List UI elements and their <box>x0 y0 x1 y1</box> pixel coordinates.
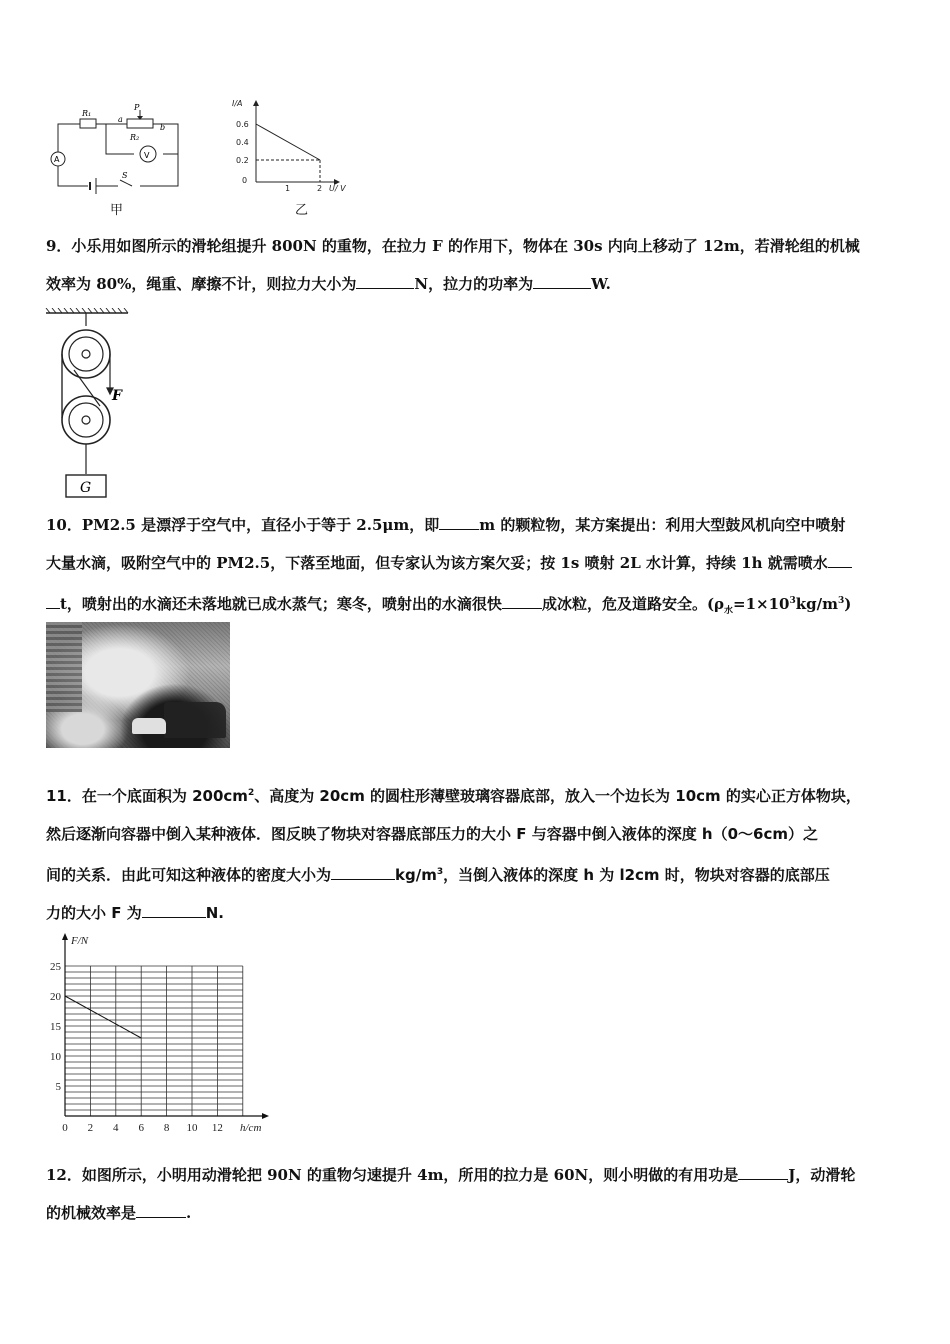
q11-text: kg/m <box>395 866 437 884</box>
q10-text: 成冰粒，危及道路安全。(ρ <box>541 595 725 613</box>
q9-answer-blank-power[interactable] <box>533 272 591 289</box>
graph-x-label: U/ V <box>329 184 346 193</box>
q11-text: 力的大小 F 为 <box>46 904 142 922</box>
y-tick-label: 10 <box>50 1051 61 1063</box>
q12-line-1 <box>46 1156 906 1194</box>
y-axis-arrow <box>62 933 68 940</box>
q12-answer-blank-work[interactable] <box>738 1163 788 1180</box>
q10-answer-blank-water-a[interactable] <box>828 551 852 568</box>
q10-text: =1×10 <box>733 595 790 613</box>
q11-line-2: 然后逐渐向容器中倒入某种液体．图反映了物块对容器底部压力的大小 F 与容器中倒入液体的深度 h（0～6cm）之 <box>46 825 818 843</box>
circuit-caption: 甲 <box>110 203 124 218</box>
pulley-weight-label: G <box>80 480 92 496</box>
q11-text: 间的关系．由此可知这种液体的密度大小为 <box>46 866 332 884</box>
q10-text: kg/m <box>795 595 838 613</box>
y-tick-label: 25 <box>50 961 61 973</box>
x-tick-label: 4 <box>113 1122 119 1134</box>
x-tick-label: 8 <box>163 1122 170 1134</box>
q11-superscript: 3 <box>436 867 444 877</box>
q10-text: 10．PM2.5 是漂浮于空气中，直径小于等于 2.5μm，即 <box>46 516 440 534</box>
q11-line-4 <box>46 894 906 932</box>
q10-text: m 的颗粒物，某方案提出：利用大型鼓风机向空中喷射 <box>479 516 846 534</box>
x-tick-label: 12 <box>211 1122 223 1134</box>
q10-subscript: 水 <box>724 606 734 616</box>
q11-text: 11．在一个底面积为 200cm <box>46 787 248 805</box>
photo-truck <box>164 702 226 738</box>
q11-answer-blank-force[interactable] <box>142 901 206 918</box>
q11-line-1 <box>46 774 906 815</box>
q9-text: 效率为 80%，绳重、摩擦不计，则拉力大小为 <box>46 275 357 293</box>
graph-y-tick: 0 <box>242 176 248 185</box>
circuit-label-r1: R₁ <box>82 109 92 118</box>
graph-y-tick: 0.6 <box>236 120 249 129</box>
y-tick-label: 5 <box>55 1081 61 1093</box>
iu-graph <box>230 98 360 196</box>
q11-superscript: 2 <box>247 788 255 798</box>
graph-x-tick: 1 <box>285 184 291 193</box>
graph-y-tick: 0.2 <box>236 156 249 165</box>
pulley-system-figure <box>44 308 134 500</box>
q11-answer-blank-density[interactable] <box>331 863 395 880</box>
q10-line-1 <box>46 506 906 544</box>
q11-text: 、高度为 20cm 的圆柱形薄壁玻璃容器底部，放入一个边长为 10cm 的实心正方体物块， <box>254 787 861 805</box>
q10-text: t，喷射出的水滴还未落地就已成水蒸气；寒冬，喷射出的水滴很快 <box>60 595 502 613</box>
x-axis-label: h/cm <box>240 1122 262 1134</box>
x-axis-arrow <box>262 1113 269 1119</box>
q10-text: ) <box>844 595 852 613</box>
q9-line-2 <box>46 265 906 303</box>
circuit-label-switch: S <box>122 171 128 180</box>
x-tick-label: 0 <box>62 1122 68 1134</box>
chart-grid <box>62 933 269 1119</box>
q10-answer-blank-phase[interactable] <box>502 592 542 609</box>
circuit-label-r2: R₂ <box>130 133 140 142</box>
graph-y-label: I/A <box>232 99 243 108</box>
question-12 <box>46 1156 906 1232</box>
x-tick-label: 2 <box>87 1122 94 1134</box>
x-tick-label: 6 <box>138 1122 144 1134</box>
q11-text: N. <box>205 904 224 922</box>
graph-x-tick: 2 <box>317 184 323 193</box>
q12-text: . <box>186 1204 192 1222</box>
q9-text: N，拉力的功率为 <box>414 275 534 293</box>
force-depth-chart <box>40 930 280 1140</box>
question-11 <box>46 774 906 932</box>
q10-superscript: 3 <box>837 596 845 606</box>
q12-line-2 <box>46 1194 906 1232</box>
water-cannon-truck-photo <box>46 622 230 748</box>
q10-text: 大量水滴，吸附空气中的 PM2.5，下落至地面，但专家认为该方案欠妥；按 1s 喷射 2L 水计算，持续 1h 就需喷水 <box>46 554 828 572</box>
circuit-label-b: b <box>160 123 166 132</box>
q12-text: 的机械效率是 <box>46 1204 137 1222</box>
q9-line-1: 9．小乐用如图所示的滑轮组提升 800N 的重物，在拉力 F 的作用下，物体在 30s 内向上移动了 12m，若滑轮组的机械 <box>46 237 860 255</box>
pulley-force-label: F <box>112 388 122 404</box>
q10-superscript: 3 <box>789 596 796 606</box>
y-axis-label: F/N <box>71 935 89 947</box>
photo-building <box>46 622 82 712</box>
q10-answer-blank-water-b[interactable] <box>46 592 60 609</box>
question-9 <box>46 227 906 303</box>
q9-text: W. <box>591 275 611 293</box>
graph-caption: 乙 <box>295 203 309 218</box>
circuit-label-voltmeter: V <box>144 151 150 160</box>
y-tick-label: 15 <box>50 1021 61 1033</box>
circuit-label-p: P <box>134 103 140 112</box>
question-10 <box>46 506 906 630</box>
x-tick-label: 10 <box>186 1122 198 1134</box>
circuit-label-ammeter: A <box>54 155 60 164</box>
q11-text: ，当倒入液体的深度 h 为 l2cm 时，物块对容器的底部压 <box>443 866 830 884</box>
q9-answer-blank-force[interactable] <box>356 272 414 289</box>
q10-answer-blank-diameter[interactable] <box>439 513 479 530</box>
y-tick-label: 20 <box>50 991 61 1003</box>
q12-text: J，动滑轮 <box>788 1166 856 1184</box>
graph-y-tick: 0.4 <box>236 138 249 147</box>
q12-text: 12．如图所示，小明用动滑轮把 90N 的重物匀速提升 4m，所用的拉力是 60N，则小明做的有用功是 <box>46 1166 739 1184</box>
circuit-label-a: a <box>118 115 123 124</box>
photo-car <box>132 718 166 734</box>
q12-answer-blank-efficiency[interactable] <box>136 1201 186 1218</box>
q11-line-3 <box>46 853 906 894</box>
q10-line-2 <box>46 544 906 582</box>
